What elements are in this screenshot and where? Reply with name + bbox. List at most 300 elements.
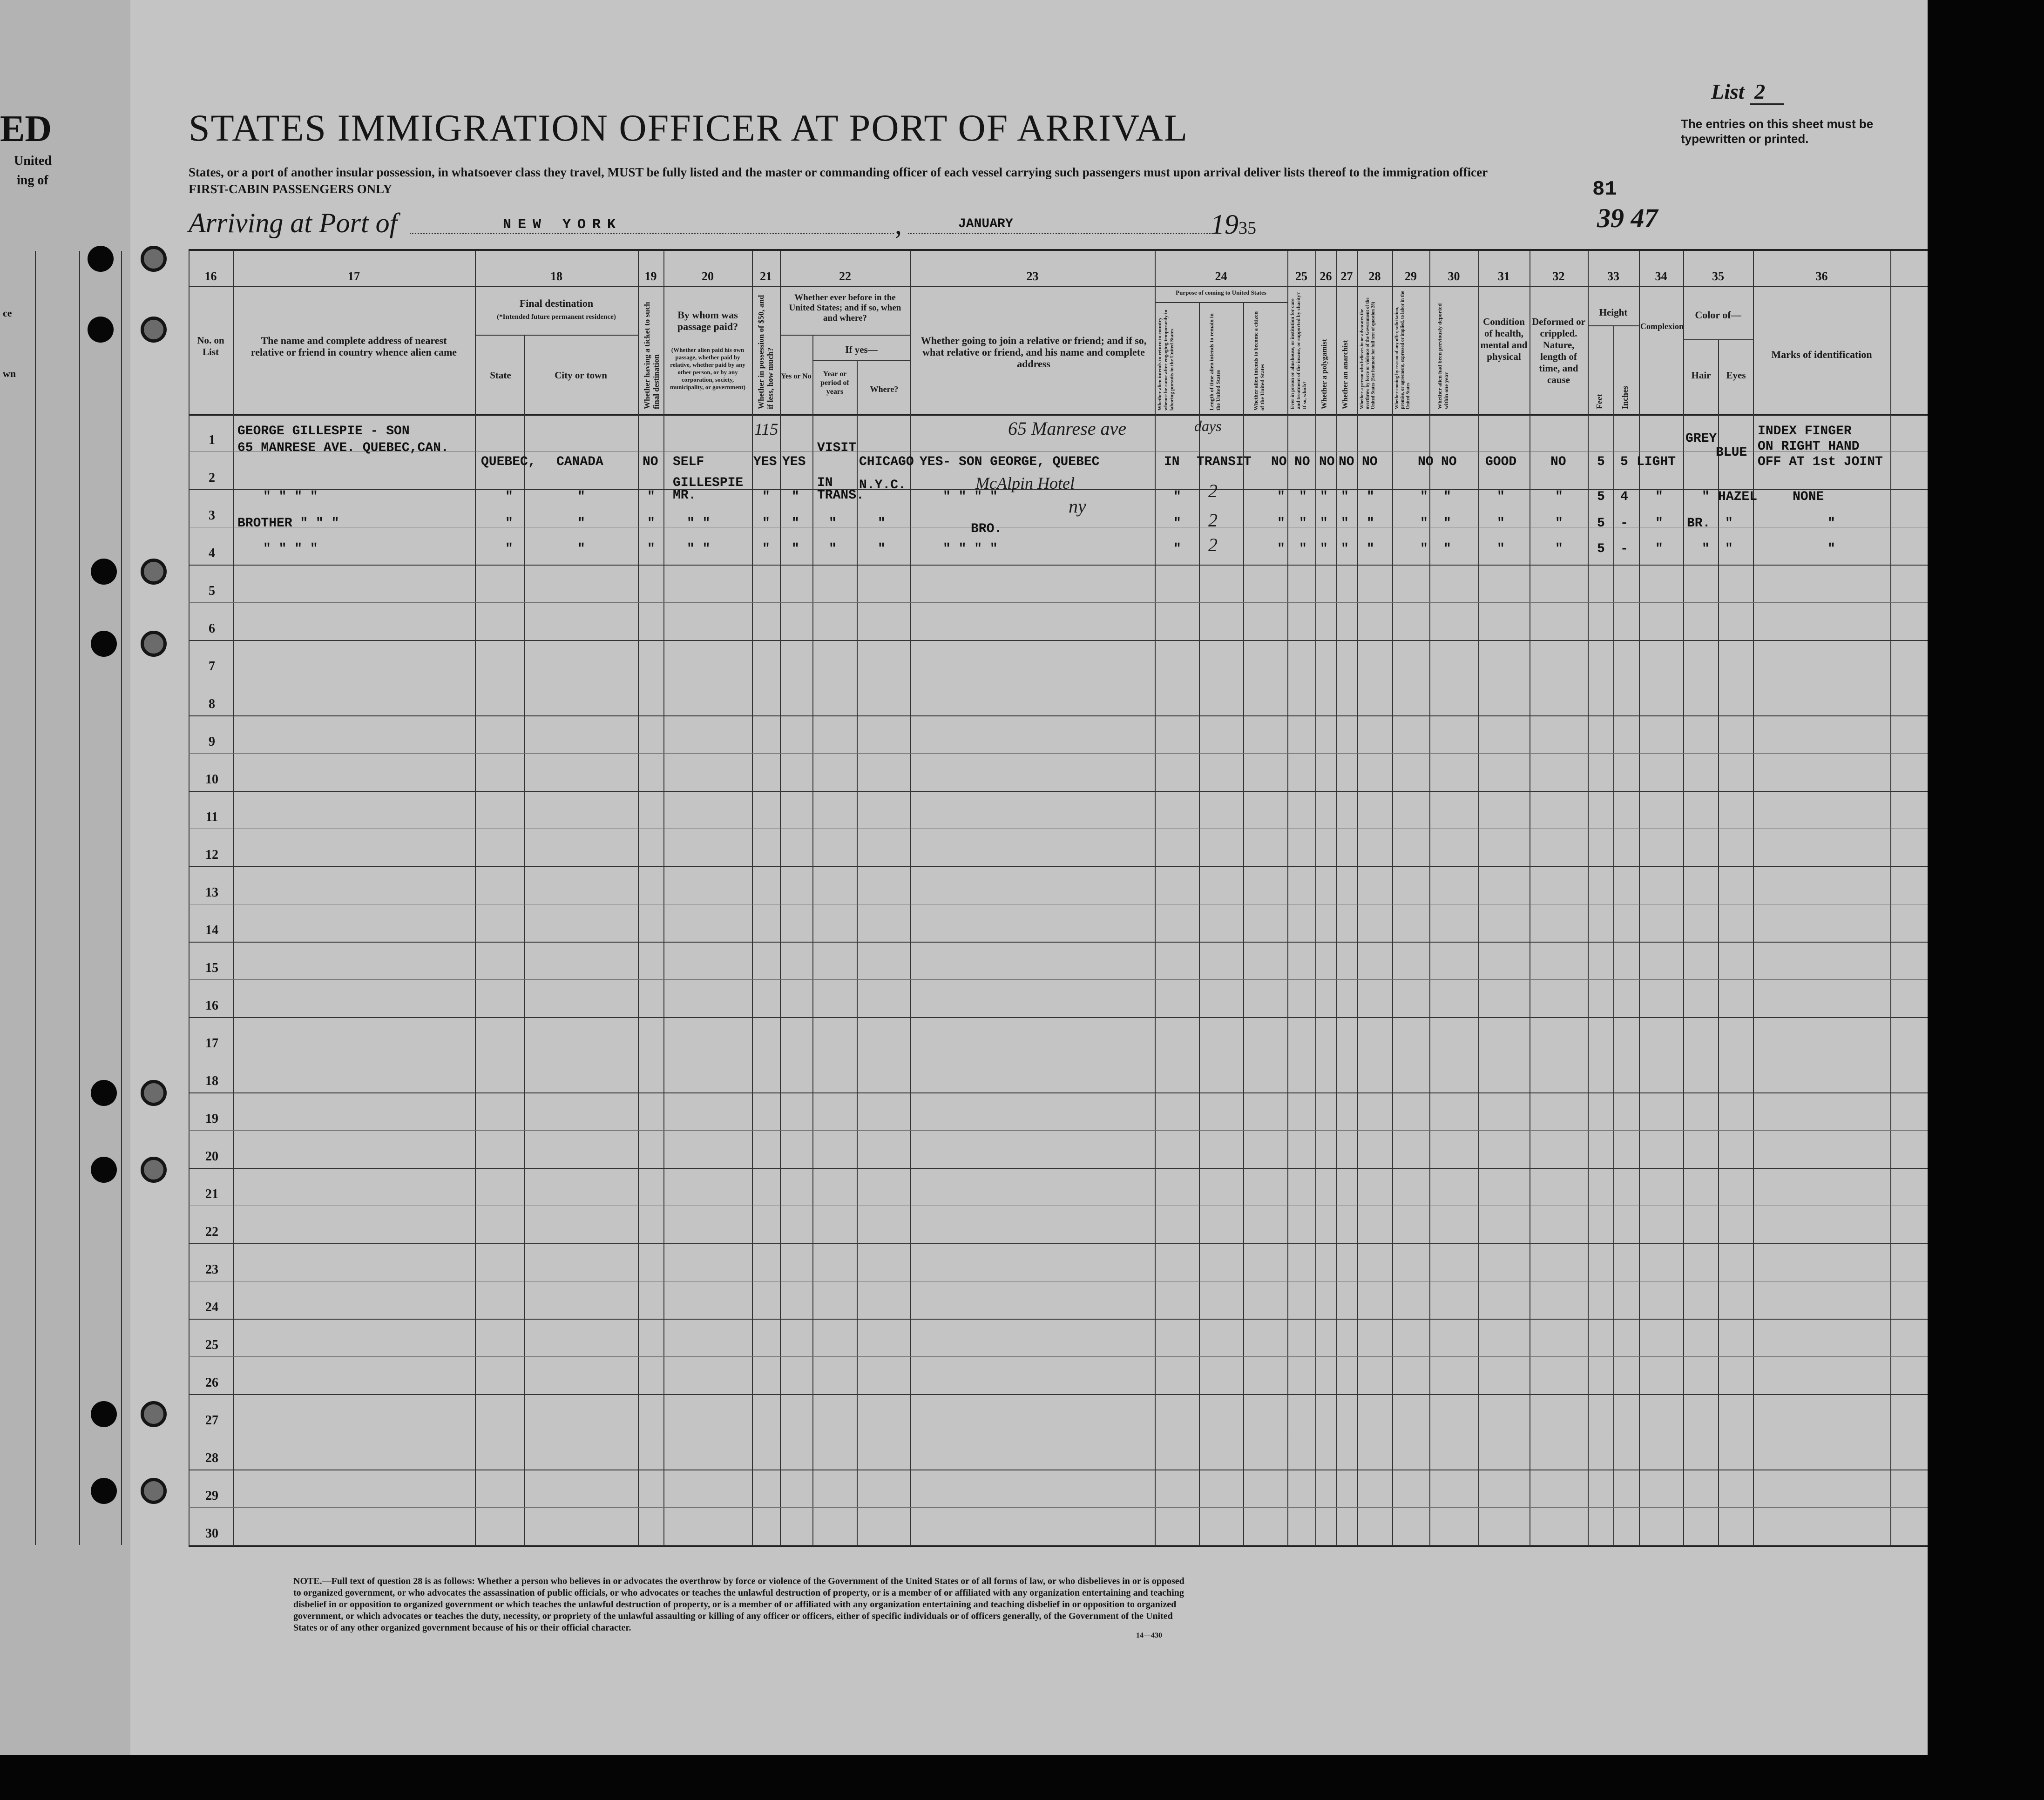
row2-purpose-c: " [1277, 490, 1285, 504]
col-line [1429, 251, 1430, 1545]
col-line [1243, 302, 1244, 1545]
punch-hole [88, 246, 114, 272]
typing-instructions: The entries on this sheet must be typewritten or printed. [1681, 117, 1874, 146]
header-fifty-dollars: Whether in possession of $50, and if less, how much? [757, 295, 775, 409]
col-number: 21 [760, 270, 772, 283]
row3-marks: " [1827, 516, 1835, 531]
row2-complexion: " [1655, 490, 1663, 504]
row4-c30: " [1443, 542, 1451, 556]
row-number: 13 [205, 885, 218, 900]
header-relative-address: The name and complete address of nearest relative or friend in country whence alien came [250, 335, 457, 358]
col-line [1478, 251, 1479, 1545]
header-hair: Hair [1691, 370, 1711, 381]
row1-relative-line2: 65 MANRESE AVE. QUEBEC,CAN. [237, 441, 449, 455]
row-number: 19 [205, 1112, 218, 1126]
header-col-28: Whether a person who believes in or advocates the overthrow by force or violence of the Government of the United States (See footnote for full text of question 28) [1360, 297, 1376, 409]
row4-c26: " [1320, 542, 1328, 556]
col-line [1357, 251, 1358, 1545]
header-no-on-list: No. on List [197, 335, 224, 357]
row2-before-year2: TRANS. [817, 488, 864, 503]
header-col-25: Ever in prison or almshouse, or institution for care and treatment of the insane, or supported by charity? If so, which? [1290, 292, 1307, 409]
row3-state: " [505, 516, 513, 531]
row4-before-yesno: " [792, 542, 799, 556]
row3-city: " [577, 516, 585, 531]
col-number: 17 [348, 270, 360, 283]
row3-before-yesno: " [792, 516, 799, 531]
row2-deformed: " [1555, 490, 1563, 504]
row-number: 29 [205, 1489, 218, 1503]
row-number: 20 [205, 1149, 218, 1164]
row4-paid: " " [687, 542, 711, 556]
col-number: 19 [644, 270, 657, 283]
row2-hair: " [1702, 490, 1710, 504]
month-value: JANUARY [958, 217, 1013, 231]
edge-fragment-ing-of: ing of [17, 173, 48, 188]
header-purpose: Purpose of coming to United States [1176, 289, 1266, 296]
row-number: 26 [205, 1375, 218, 1390]
footnote: NOTE.—Full text of question 28 is as follows: Whether a person who believes in or advocates the overthrow by force or violence of the Government of the United States or of all forms of law, or who disbelieves in or is opposed to organized government, or who advocates the assassination of public officials, or who advocates or teaches the unlawful destruction of property, or is a member of or affiliated with any organization entertaining and teaching disbelief in or opposition to organized government or which teaches the unlawful destruction of property, or is a member of or affiliated with any organization entertaining and teaching disbelief in or opposition to organized government, or which advocates or teaches the duty, necessity, or propriety of the unlawful assaulting or killing of any officer or officers, either of specific individuals or of officers generally, of the Government of the United States or of any other organized government because of his or their official character. [293, 1576, 1184, 1633]
row-rule [189, 1243, 1928, 1244]
row4-purpose-b: 2 [1208, 534, 1218, 555]
row-rule [189, 1545, 1928, 1546]
row1-city: CANADA [556, 455, 603, 469]
list-number [1711, 79, 1784, 104]
year-prefix: 19 [1211, 209, 1239, 240]
header-final-destination: Final destination [519, 297, 594, 309]
row1-purpose-a: IN [1164, 455, 1180, 469]
form-preamble [189, 164, 1585, 197]
col-line [1588, 251, 1589, 1545]
col-number: 18 [550, 270, 562, 283]
row-number: 6 [209, 621, 215, 636]
handwritten-address: 65 Manrese ave [1008, 418, 1126, 439]
row4-health: " [1497, 542, 1505, 556]
row-number: 21 [205, 1187, 218, 1201]
row3-feet: 5 [1597, 516, 1605, 531]
year-label [1211, 209, 1256, 241]
row1-paid: SELF [673, 455, 704, 469]
row2-c27: " [1341, 490, 1349, 504]
header-col-27: Whether an anarchist [1341, 340, 1349, 409]
row3-inches: - [1620, 516, 1628, 531]
port-dotted-line [410, 233, 894, 234]
row4-deformed: " [1555, 542, 1563, 556]
row1-fifty: YES [753, 455, 777, 469]
row3-relative: BROTHER " " " [237, 516, 339, 531]
row2-eyes: HAZEL [1718, 490, 1758, 504]
row-rule [189, 1356, 1928, 1357]
header-state: State [490, 370, 511, 381]
row2-inches: 4 [1620, 490, 1628, 504]
row-rule [189, 640, 1928, 641]
row2-c26: " [1320, 490, 1328, 504]
col-line [79, 251, 80, 1545]
punch-hole [141, 1080, 167, 1106]
header-inches: Inches [1620, 385, 1630, 409]
row-rule [189, 1092, 1928, 1093]
row2-c28: " [1367, 490, 1374, 504]
row1-relative-line1: GEORGE GILLESPIE - SON [237, 424, 410, 438]
header-yes-no: Yes or No [781, 372, 812, 380]
list-value: 2 [1750, 80, 1784, 105]
row-number: 25 [205, 1338, 218, 1352]
row-number: 16 [205, 998, 218, 1013]
handwritten-amount: 115 [754, 420, 778, 438]
row-number: 7 [209, 659, 215, 674]
col-line [1315, 251, 1316, 1545]
col-line [1155, 251, 1156, 1545]
header-city: City or town [555, 370, 607, 381]
row3-purpose-a: " [1173, 516, 1181, 531]
row-rule [189, 602, 1928, 603]
row2-before-where: N.Y.C. [859, 478, 906, 492]
row4-purpose-a: " [1173, 542, 1181, 556]
row-number: 11 [205, 810, 218, 824]
header-complexion: Complexion [1640, 322, 1684, 331]
row-number: 17 [205, 1036, 218, 1051]
col-number: 27 [1340, 270, 1353, 283]
list-label: List [1711, 80, 1745, 103]
col-line [1890, 251, 1891, 1545]
col-line [752, 251, 753, 1545]
col-number: 31 [1498, 270, 1510, 283]
row-number: 4 [209, 546, 215, 560]
col-number: 29 [1405, 270, 1417, 283]
row1-eyes: BLUE [1716, 445, 1747, 460]
header-rule [1683, 339, 1753, 340]
row2-city: " [577, 490, 585, 504]
col-line [1639, 251, 1640, 1545]
col-number: 20 [702, 270, 714, 283]
row4-complexion: " [1655, 542, 1663, 556]
scan-border-bottom [0, 1755, 2044, 1800]
row1-complexion: LIGHT [1637, 455, 1676, 469]
row3-purpose-b: 2 [1208, 510, 1218, 531]
row2-before-yesno: " [792, 490, 799, 504]
header-purpose-b: Length of time alien intends to remain in the United States [1208, 313, 1221, 411]
edge-fragment-united: United [14, 154, 52, 168]
row3-before-year: " [829, 516, 837, 531]
row1-purpose-b: TRANSIT [1197, 455, 1252, 469]
header-col-26: Whether a polygamist [1320, 339, 1328, 409]
punch-hole [91, 559, 117, 585]
row-number: 8 [209, 697, 215, 711]
col-line [1199, 302, 1200, 1545]
col-line [1683, 251, 1684, 1545]
col-number: 26 [1320, 270, 1332, 283]
header-purpose-c: Whether alien intends to become a citizen of the United States [1252, 311, 1266, 411]
row1-ticket: NO [643, 455, 658, 469]
header-rule [1588, 325, 1639, 326]
scan-border-right [1928, 0, 2044, 1800]
row2-relative: " " " " [263, 490, 318, 504]
row3-complexion: " [1655, 516, 1663, 531]
row1-hair: GREY [1685, 431, 1717, 446]
row2-marks: NONE [1793, 490, 1824, 504]
preamble-line-2: FIRST-CABIN PASSENGERS ONLY [189, 182, 393, 196]
row-rule [189, 1394, 1928, 1395]
row-number: 9 [209, 735, 215, 749]
row-rule [189, 1017, 1928, 1018]
row3-health: " [1497, 516, 1505, 531]
row3-fifty: " [762, 516, 770, 531]
edge-fragment-wn: wn [3, 368, 16, 379]
header-passage-paid: By whom was passage paid? [677, 309, 738, 332]
row3-c26: " [1320, 516, 1328, 531]
row4-c28: " [1367, 542, 1374, 556]
row4-purpose-c: " [1277, 542, 1285, 556]
row-number: 2 [209, 471, 215, 485]
row4-eyes: " [1725, 542, 1733, 556]
row4-fifty: " [762, 542, 770, 556]
row2-health: " [1497, 490, 1505, 504]
row-rule [189, 866, 1928, 867]
row-rule [189, 1130, 1928, 1131]
header-if-yes: If yes— [845, 344, 878, 355]
row-rule [189, 753, 1928, 754]
header-rule [475, 335, 638, 336]
handwritten-days: days [1194, 418, 1222, 434]
header-color-of: Color of— [1695, 309, 1741, 321]
row-number: 5 [209, 584, 215, 598]
col-line [1336, 251, 1337, 1545]
header-where: Where? [870, 384, 899, 394]
header-rule [780, 335, 910, 336]
row3-ticket: " [647, 516, 655, 531]
row4-before-where: " [878, 542, 886, 556]
row3-before-where: " [878, 516, 886, 531]
row2-state: " [505, 490, 513, 504]
row-rule [189, 715, 1928, 716]
arriving-label: Arriving at Port of [189, 208, 398, 238]
header-ticket: Whether having a ticket to such final destination [643, 302, 661, 409]
col-line [663, 251, 664, 1545]
col-line [524, 335, 525, 1545]
edge-fragment-ed: ED [0, 108, 52, 149]
row-number: 24 [205, 1300, 218, 1315]
row-rule [189, 1319, 1928, 1320]
row2-before-year: IN [817, 476, 833, 490]
header-col-28b: Whether coming by reason of any offer, solicitation, promise, or agreement, expressed or implied, to labor in the United States [1394, 291, 1411, 409]
col-number: 36 [1815, 270, 1828, 283]
row1-joining: YES- SON GEORGE, QUEBEC [920, 455, 1100, 469]
row1-c25: NO [1294, 455, 1310, 469]
row-number: 23 [205, 1262, 218, 1277]
header-rule [812, 360, 910, 361]
row1-c26: NO [1319, 455, 1335, 469]
header-condition: Condition of health, mental and physical [1480, 316, 1528, 362]
col-line [1753, 251, 1754, 1545]
punch-hole [141, 631, 167, 657]
comma: , [895, 209, 902, 240]
punch-hole [88, 317, 114, 343]
col-line [910, 251, 911, 1545]
col-line [857, 360, 858, 1545]
month-dotted-line [908, 233, 1211, 234]
col-number: 23 [1026, 270, 1039, 283]
row-rule [189, 791, 1928, 792]
row1-marks-line3: OFF AT 1st JOINT [1758, 455, 1883, 469]
row2-feet: 5 [1597, 490, 1605, 504]
row3-c29: " [1420, 516, 1428, 531]
row-rule [189, 1168, 1928, 1169]
row-rule [189, 979, 1928, 980]
row3-c27: " [1341, 516, 1349, 531]
row4-marks: " [1827, 542, 1835, 556]
row3-deformed: " [1555, 516, 1563, 531]
punch-hole [91, 1478, 117, 1504]
col-line [121, 251, 122, 1545]
col-number: 30 [1448, 270, 1460, 283]
row1-purpose-c: NO [1271, 455, 1287, 469]
row-number: 10 [205, 772, 218, 787]
col-line [35, 251, 36, 1545]
punch-hole [91, 1157, 117, 1183]
header-deformed: Deformed or crippled. Nature, length of time, and cause [1532, 316, 1585, 385]
row4-c25: " [1299, 542, 1307, 556]
row-number: 15 [205, 961, 218, 975]
header-joining: Whether going to join a relative or friend; and if so, what relative or friend, and his name and complete address [920, 335, 1147, 370]
preamble-line-1: States, or a port of another insular possession, in whatsoever class they travel, MUST be fully listed and the master or commanding officer of each vessel carrying such passengers must upon arrival deliver lists thereof to the immigration officer [189, 165, 1488, 179]
row1-inches: 5 [1620, 455, 1628, 469]
row4-feet: 5 [1597, 542, 1605, 556]
row4-hair: " [1702, 542, 1710, 556]
col-number: 16 [204, 270, 217, 283]
row2-c30: " [1443, 490, 1451, 504]
row1-health: GOOD [1485, 455, 1517, 469]
header-height: Height [1599, 307, 1628, 318]
header-feet: Feet [1595, 394, 1604, 409]
row1-feet: 5 [1597, 455, 1605, 469]
col-line [1392, 251, 1393, 1545]
form-title: STATES IMMIGRATION OFFICER AT PORT OF ARRIVAL [189, 107, 1189, 149]
row1-state: QUEBEC, [481, 455, 536, 469]
col-number: 24 [1215, 270, 1227, 283]
port-value: NEW YORK [503, 217, 623, 233]
row1-c27: NO [1339, 455, 1354, 469]
row1-before-where: CHICAGO [859, 455, 914, 469]
row4-joining: " " " " [943, 542, 998, 556]
row4-c29: " [1420, 542, 1428, 556]
header-col-29: Whether alien had been previously deported within one year [1436, 303, 1449, 409]
punch-hole [91, 631, 117, 657]
col-number: 33 [1607, 270, 1619, 283]
punch-hole [91, 1080, 117, 1106]
row4-state: " [505, 542, 513, 556]
row-number: 1 [209, 433, 215, 447]
row-number: 3 [209, 508, 215, 523]
arrival-line [189, 207, 1306, 244]
row3-hair: BR. [1687, 516, 1711, 531]
header-final-destination-note: (*Intended future permanent residence) [497, 313, 616, 321]
row-number: 30 [205, 1526, 218, 1541]
handwritten-hotel-city: ny [1069, 496, 1086, 517]
punch-hole [141, 1401, 167, 1427]
row2-purpose-a: " [1173, 490, 1181, 504]
punch-hole [141, 1157, 167, 1183]
col-number: 28 [1368, 270, 1381, 283]
row-rule [189, 565, 1928, 566]
row-rule [189, 1507, 1928, 1508]
row4-relative: " " " " [263, 542, 318, 556]
row2-paid-line2: MR. [673, 488, 697, 503]
row3-c30: " [1443, 516, 1451, 531]
row-number: 12 [205, 848, 218, 862]
row2-fifty: " [762, 490, 770, 504]
header-before-in-us: Whether ever before in the United States; and if so, when and where? [789, 293, 901, 323]
handwritten-hotel: McAlpin Hotel [975, 474, 1075, 492]
row1-c29: NO [1418, 455, 1434, 469]
row3-joining: BRO. [971, 522, 1002, 536]
form-code: 14—430 [1136, 1631, 1162, 1639]
row4-city: " [577, 542, 585, 556]
row2-purpose-b: 2 [1208, 480, 1218, 501]
row2-joining: " " " " [943, 490, 998, 504]
header-year-period: Year or period of years [820, 370, 849, 396]
row-number: 18 [205, 1074, 218, 1088]
header-rule [189, 286, 1928, 287]
col-number: 25 [1295, 270, 1307, 283]
row2-ticket: " [647, 490, 655, 504]
year-suffix: 35 [1239, 218, 1256, 238]
row-number: 22 [205, 1225, 218, 1239]
col-line [638, 251, 639, 1545]
manifest-grid [189, 249, 1928, 1547]
punch-hole [141, 246, 167, 272]
row4-ticket: " [647, 542, 655, 556]
row3-c28: " [1367, 516, 1374, 531]
row1-c28: NO [1362, 455, 1378, 469]
punch-hole [141, 1478, 167, 1504]
punch-hole [91, 1401, 117, 1427]
row2-c25: " [1299, 490, 1307, 504]
col-number: 22 [839, 270, 851, 283]
row-number: 27 [205, 1413, 218, 1428]
header-bottom-rule [189, 414, 1928, 416]
col-line [1613, 325, 1614, 1545]
row4-before-year: " [829, 542, 837, 556]
col-line [812, 335, 813, 1545]
col-line [780, 251, 781, 1545]
row-number: 28 [205, 1451, 218, 1465]
row1-before-yesno: YES [782, 455, 806, 469]
row1-marks-line2: ON RIGHT HAND [1758, 439, 1860, 454]
row3-purpose-c: " [1277, 516, 1285, 531]
col-number: 32 [1552, 270, 1565, 283]
row3-c25: " [1299, 516, 1307, 531]
row1-deformed: NO [1550, 455, 1566, 469]
header-marks: Marks of identification [1771, 349, 1872, 360]
row4-c27: " [1341, 542, 1349, 556]
row-rule [189, 942, 1928, 943]
header-rule [1155, 302, 1287, 303]
col-line [1287, 251, 1288, 1545]
row1-before-year: VISIT [817, 441, 857, 455]
punch-hole [141, 559, 167, 585]
row4-inches: - [1620, 542, 1628, 556]
row3-eyes: " [1725, 516, 1733, 531]
header-passage-paid-note: (Whether alien paid his own passage, whether paid by relative, whether paid by any other person, or by any corporation, society, municipality, or government) [670, 346, 745, 391]
header-purpose-a: Whether alien intends to return to country whence he came after engaging temporarily in laboring pursuits in the United States [1157, 310, 1175, 411]
punch-hole [141, 317, 167, 343]
row1-marks-line1: INDEX FINGER [1758, 424, 1852, 438]
edge-fragment-ce: ce [3, 307, 12, 319]
row2-paid: GILLESPIE [673, 476, 744, 490]
header-eyes: Eyes [1726, 370, 1746, 381]
row1-c30: NO [1441, 455, 1457, 469]
row2-c29: " [1420, 490, 1428, 504]
col-line [475, 251, 476, 1545]
